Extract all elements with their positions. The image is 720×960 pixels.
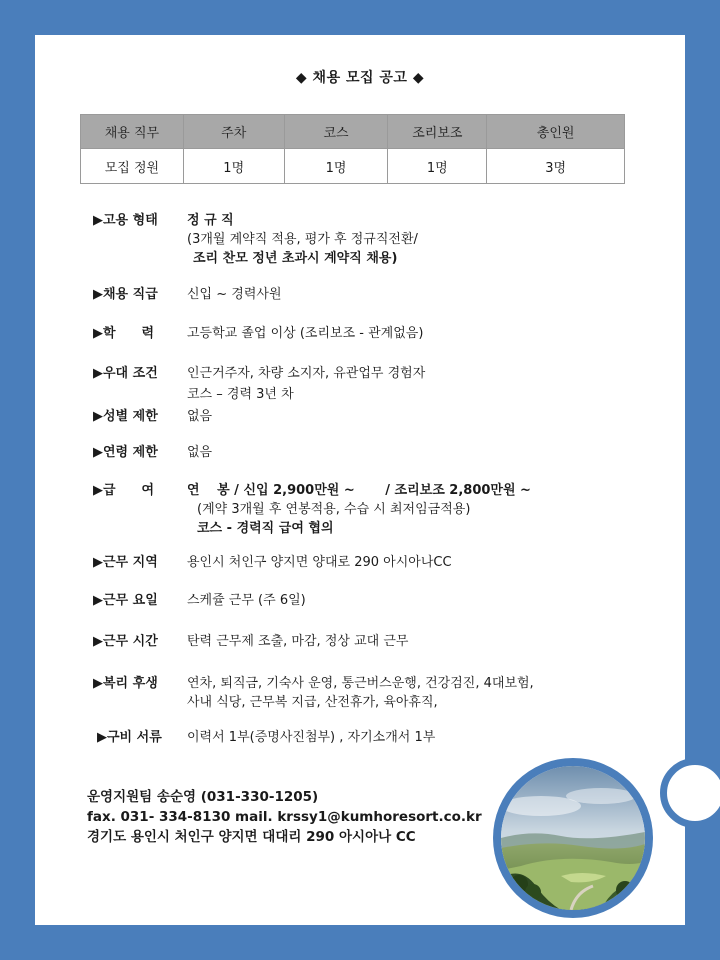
- employment-note: (3개월 계약직 적용, 평가 후 정규직전환/: [187, 232, 418, 247]
- contact-address: 경기도 용인시 처인구 양지면 대대리 290 아시아나 CC: [87, 829, 416, 845]
- preference-label: ▶우대 조건: [93, 366, 158, 381]
- age-value: 없음: [187, 445, 213, 460]
- golf-course-illustration: [501, 766, 645, 910]
- preference-value: 인근거주자, 차량 소지자, 유관업무 경험자: [187, 366, 426, 381]
- table-row: [81, 149, 625, 184]
- location-value: 용인시 처인구 양지면 양대로 290 아시아나CC: [187, 555, 452, 570]
- table-cell: 모집 정원: [81, 149, 184, 184]
- table-cell: 1명: [284, 149, 388, 184]
- gender-label: ▶성별 제한: [93, 409, 158, 424]
- contact-block: [87, 787, 482, 847]
- hours-label: ▶근무 시간: [93, 634, 158, 649]
- salary-label: ▶급 여: [93, 483, 155, 498]
- workdays-value: 스케쥴 근무 (주 6일): [187, 593, 306, 608]
- hours-value: 탄력 근무제 조출, 마감, 정상 교대 근무: [187, 634, 409, 649]
- golf-course-photo-icon: [501, 766, 645, 910]
- level-value: 신입 ~ 경력사원: [187, 287, 282, 302]
- header-cell: 코스: [284, 115, 388, 149]
- preference-value-2: 코스 – 경력 3년 차: [187, 387, 294, 402]
- benefits-value-2: 사내 식당, 근무복 지급, 산전휴가, 육아휴직,: [187, 695, 438, 710]
- education-label: ▶학 력: [93, 326, 155, 341]
- employment-values: [187, 211, 418, 268]
- header-cell: 채용 직무: [81, 115, 184, 149]
- workdays-label: ▶근무 요일: [93, 593, 158, 608]
- employment-value: 정 규 직: [187, 213, 234, 228]
- golf-course-photo-frame: [493, 758, 653, 918]
- salary-value: 연 봉 / 신입 2,900만원 ~ / 조리보조 2,800만원 ~: [187, 483, 531, 498]
- benefits-values: [187, 674, 534, 712]
- header-cell: 주차: [183, 115, 284, 149]
- preference-values: [187, 364, 425, 404]
- table-cell: 3명: [487, 149, 625, 184]
- documents-value: 이력서 1부(증명사진첨부) , 자기소개서 1부: [187, 730, 436, 745]
- location-label: ▶근무 지역: [93, 555, 158, 570]
- salary-values: [187, 481, 531, 538]
- contact-fax-mail: fax. 031- 334-8130 mail. krssy1@kumhoresort.co.kr: [87, 809, 482, 825]
- benefits-value: 연차, 퇴직금, 기숙사 운영, 통근버스운행, 건강검진, 4대보험,: [187, 676, 534, 691]
- age-label: ▶연령 제한: [93, 445, 158, 460]
- level-label: ▶채용 직급: [93, 287, 158, 302]
- education-value: 고등학교 졸업 이상 (조리보조 - 관계없음): [187, 326, 424, 341]
- table-cell: 1명: [183, 149, 284, 184]
- salary-note-2: 코스 - 경력직 급여 협의: [197, 521, 334, 536]
- recruit-table: [80, 114, 625, 184]
- documents-label: ▶구비 서류: [97, 730, 162, 745]
- header-cell: 조리보조: [388, 115, 487, 149]
- contact-team: 운영지원팀 송순영 (031-330-1205): [87, 789, 319, 805]
- table-cell: 1명: [388, 149, 487, 184]
- gender-value: 없음: [187, 409, 213, 424]
- benefits-label: ▶복리 후생: [93, 676, 158, 691]
- employment-label: ▶고용 형태: [93, 213, 158, 228]
- employment-note-2: 조리 찬모 정년 초과시 계약직 채용): [193, 251, 398, 266]
- header-cell: 총인원: [487, 115, 625, 149]
- page-title: ◆ 채용 모집 공고 ◆: [295, 70, 425, 86]
- salary-note: (계약 3개월 후 연봉적용, 수습 시 최저임금적용): [197, 502, 471, 517]
- table-header-row: [81, 115, 625, 149]
